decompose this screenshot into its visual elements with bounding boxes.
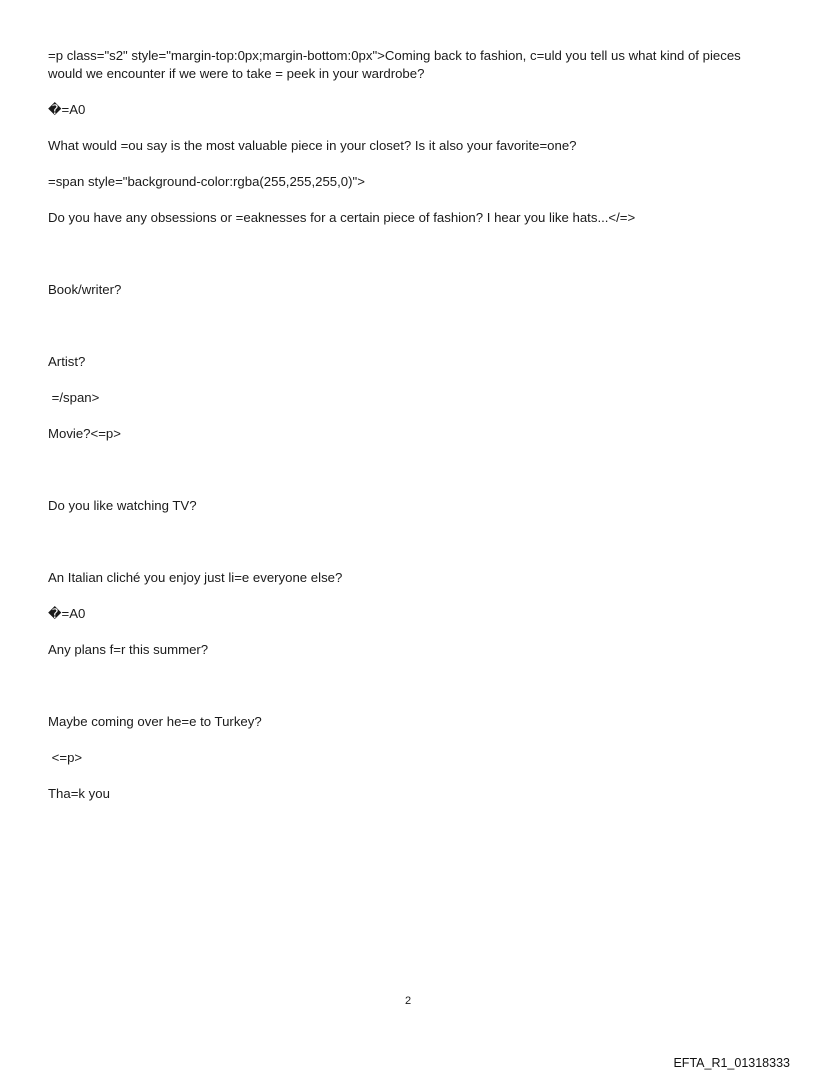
text-line-10: Do you like watching TV? <box>48 498 197 513</box>
text-line-8: =/span> <box>48 390 100 405</box>
text-line-7: Artist? <box>48 354 86 369</box>
text-line-15: <=p> <box>48 750 83 765</box>
text-line-12: �=A0 <box>48 606 86 621</box>
text-line-14: Maybe coming over he=e to Turkey? <box>48 714 262 729</box>
page-number: 2 <box>404 995 412 1007</box>
document-id: EFTA_R1_01318333 <box>673 1056 790 1070</box>
text-line-1: =p class="s2" style="margin-top:0px;margin-bottom:0px">Coming back to fashion, c=uld you tell us what kind of pieces would we encounter if we were to take = peek in your wardrobe? <box>48 48 745 81</box>
text-line-5: Do you have any obsessions or =eaknesses for a certain piece of fashion? I hear you like hats...</=> <box>48 210 636 225</box>
text-line-16: Tha=k you <box>48 786 110 801</box>
text-line-9: Movie?<=p> <box>48 426 121 441</box>
text-line-2: �=A0 <box>48 102 86 117</box>
text-line-3: What would =ou say is the most valuable piece in your closet? Is it also your favorite=one? <box>48 138 577 153</box>
document-body <box>48 47 768 803</box>
text-line-6: Book/writer? <box>48 282 122 297</box>
text-line-11: An Italian cliché you enjoy just li=e everyone else? <box>48 570 343 585</box>
text-line-4: =span style="background-color:rgba(255,255,255,0)"> <box>48 174 365 189</box>
text-line-13: Any plans f=r this summer? <box>48 642 209 657</box>
